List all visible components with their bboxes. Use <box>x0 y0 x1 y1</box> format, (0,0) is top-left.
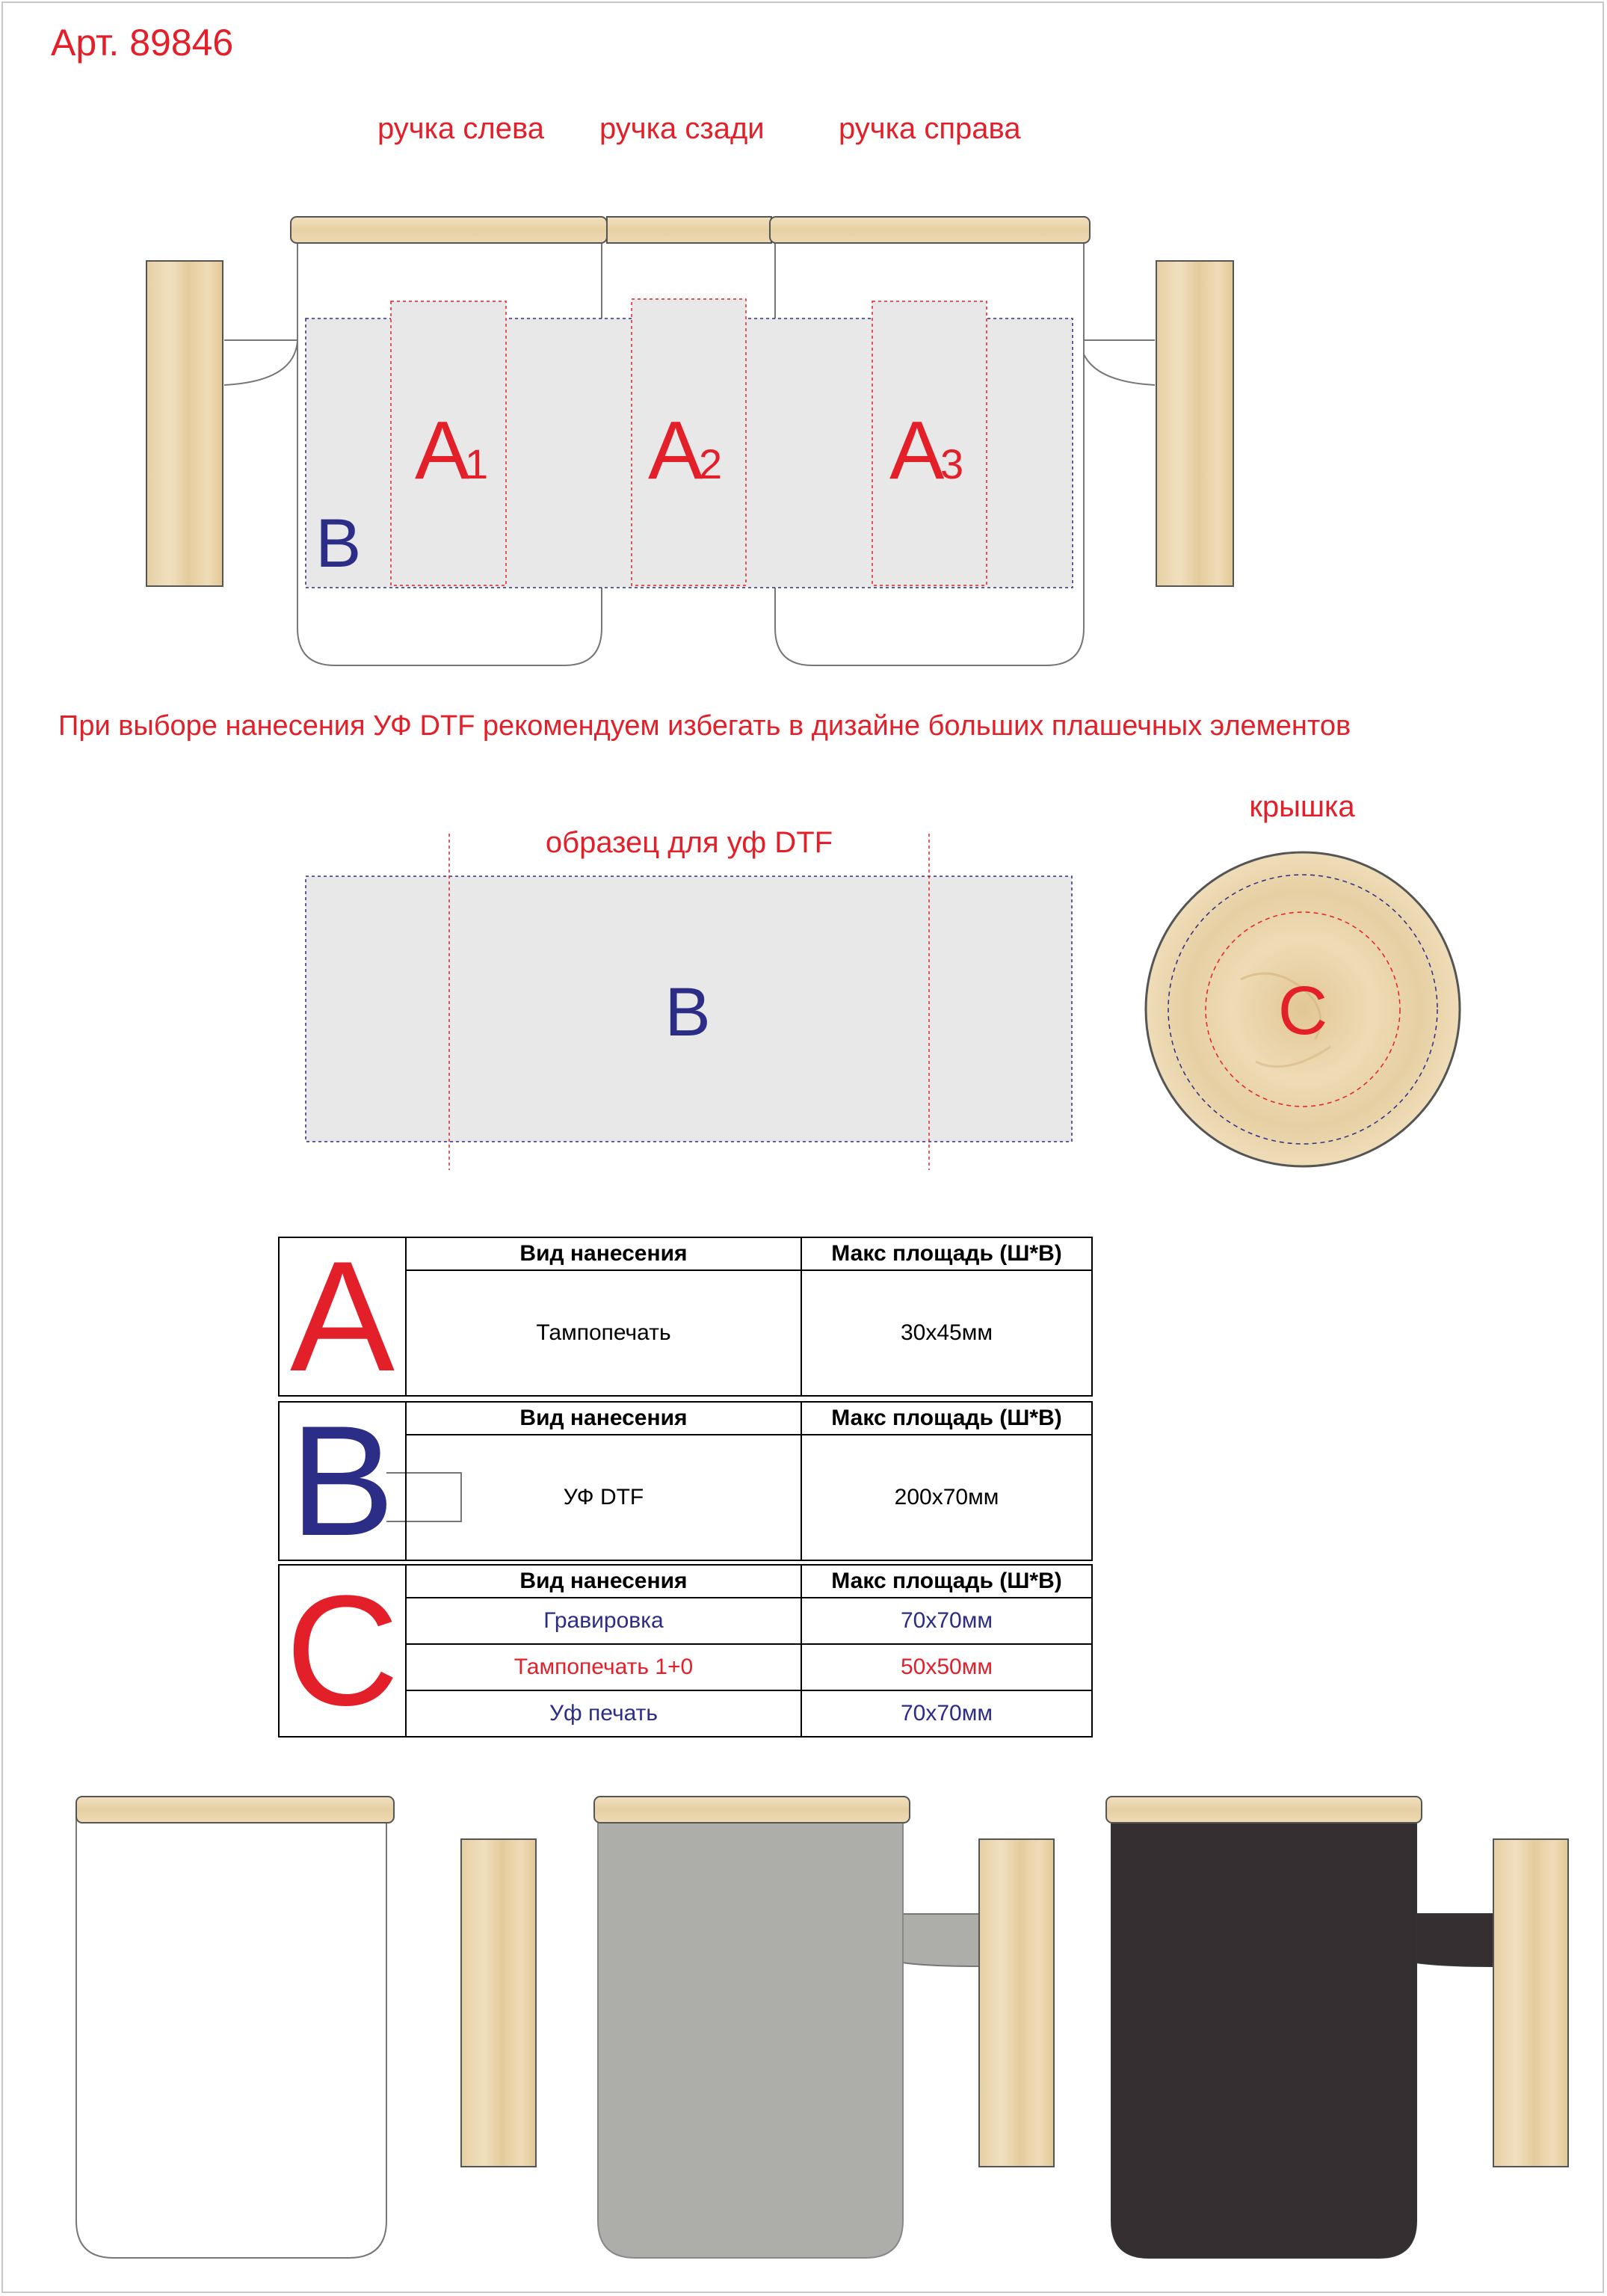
spec-c-method-uv-print: Уф печать <box>406 1690 801 1737</box>
white-mug-body <box>76 1817 386 2258</box>
black-mug-body <box>1111 1817 1416 2258</box>
left-handle-wood <box>146 261 223 586</box>
grey-mug-handle <box>979 1839 1054 2167</box>
spec-a-col-area: Макс площадь (Ш*В) <box>801 1237 1092 1270</box>
grey-mug-body <box>598 1817 903 2258</box>
left-handle-connector <box>224 340 297 385</box>
zone-a3-letter: A <box>889 404 945 496</box>
spec-c-area-engraving: 70x70мм <box>801 1598 1092 1644</box>
view-label-left: ручка слева <box>377 112 545 145</box>
lid-title: крышка <box>1249 790 1355 823</box>
black-mug <box>1106 1797 1568 2258</box>
spec-c-method-pad-print: Тампопечать 1+0 <box>406 1644 801 1690</box>
spec-c-col-area: Макс площадь (Ш*В) <box>801 1565 1092 1598</box>
black-mug-lid <box>1106 1797 1422 1823</box>
grey-mug-lid <box>594 1797 910 1823</box>
spec-table-a <box>278 1228 1093 1404</box>
spec-b-letter: B <box>279 1402 406 1560</box>
lid-view-back <box>607 217 771 243</box>
spec-table-c <box>278 1564 1093 1738</box>
zone-b-letter: B <box>315 505 362 582</box>
grey-mug <box>594 1797 1054 2258</box>
zone-a1-letter: A <box>415 404 470 496</box>
right-handle-wood <box>1156 261 1233 586</box>
spec-c-area-uv-print: 70x70мм <box>801 1690 1092 1737</box>
lid-zone-letter: C <box>1277 973 1328 1049</box>
spec-b-method: УФ DTF <box>406 1435 801 1560</box>
spec-b-col-method: Вид нанесения <box>406 1402 801 1435</box>
white-mug-handle <box>461 1839 536 2167</box>
spec-b-col-area: Макс площадь (Ш*В) <box>801 1402 1092 1435</box>
spec-c-letter: C <box>279 1565 406 1737</box>
dtf-sample-letter: B <box>664 974 711 1050</box>
zone-a1-index: 1 <box>465 440 489 487</box>
spec-c-area-pad-print: 50x50мм <box>801 1644 1092 1690</box>
zone-a2-letter: A <box>648 404 703 496</box>
view-label-right: ручка справа <box>839 112 1021 145</box>
article-number: Арт. 89846 <box>51 22 234 64</box>
white-mug-lid <box>76 1797 394 1823</box>
spec-b-area: 200x70мм <box>801 1435 1092 1560</box>
dtf-sample-title: образец для уф DTF <box>545 826 833 859</box>
spec-a-method: Тампопечать <box>406 1270 801 1396</box>
spec-a-area: 30x45мм <box>801 1270 1092 1396</box>
zone-a3-index: 3 <box>940 440 964 487</box>
lid-view-left <box>291 217 607 243</box>
spec-a-letter: A <box>279 1237 406 1396</box>
zone-a2-index: 2 <box>699 440 723 487</box>
dtf-recommendation-note: При выборе нанесения УФ DTF рекомендуем избегать в дизайне больших плашечных элементов <box>58 710 1351 742</box>
black-mug-handle <box>1493 1839 1568 2167</box>
spec-table-b <box>278 1393 1093 1569</box>
spec-c-col-method: Вид нанесения <box>406 1565 801 1598</box>
lid-view-right <box>770 217 1090 243</box>
spec-c-method-engraving: Гравировка <box>406 1598 801 1644</box>
spec-a-col-method: Вид нанесения <box>406 1237 801 1270</box>
view-label-back: ручка сзади <box>599 112 765 145</box>
right-handle-connector <box>1080 340 1155 385</box>
